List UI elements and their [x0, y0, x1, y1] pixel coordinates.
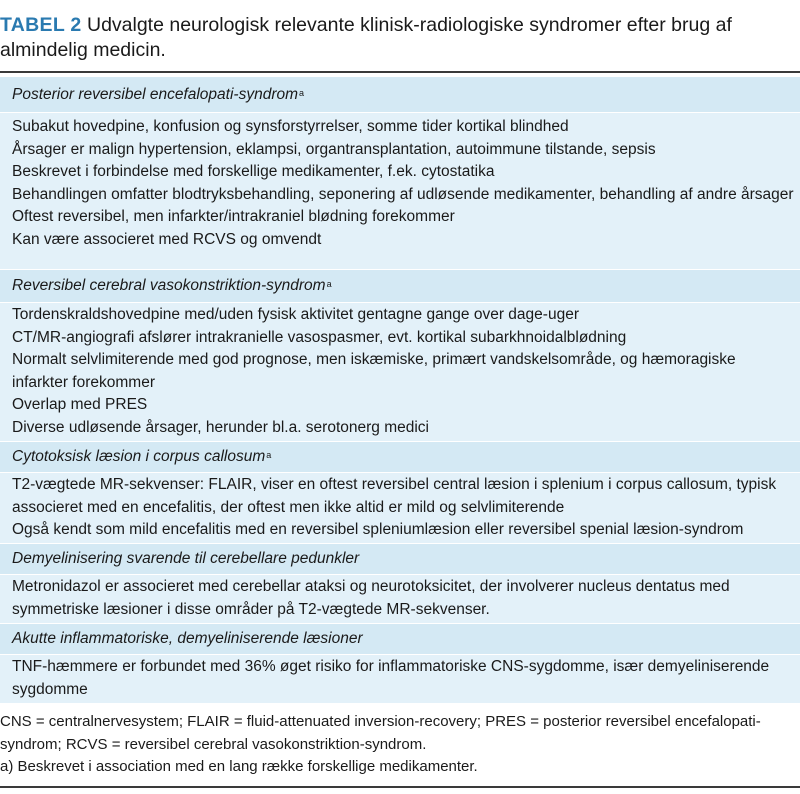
list-item: Diverse udløsende årsager, herunder bl.a. serotonerg medici — [12, 418, 430, 436]
section-heading: Akutte inflammatoriske, demyeliniserende læsioner — [0, 624, 800, 655]
section-heading: Posterior reversibel encefalopati-syndrom $^a$ — [0, 77, 800, 113]
list-item: Kan være associeret med RCVS og omvendt — [12, 230, 322, 248]
table-footnotes — [0, 711, 790, 779]
table-title — [0, 13, 796, 63]
list-item: T2-vægtede MR-sekvenser: FLAIR, viser en oftest reversibel central læsion i splenium i corpus callosum, typisk associeret med en encefalitis, der oftest men ikke altid er mild og selvlimiterende — [12, 476, 777, 516]
section-pres — [0, 77, 800, 270]
footnote-marker: a — [326, 279, 332, 289]
table-caption: Udvalgte neurologisk relevante klinisk-radiologiske syndromer efter brug af almindelig medicin. — [0, 14, 732, 61]
list-item: Overlap med PRES — [12, 396, 148, 413]
footnote-marker: a — [299, 87, 305, 98]
syndrome-table — [0, 77, 800, 704]
list-item: Subakut hovedpine, konfusion og synsforstyrrelser, somme tider kortikal blindhed — [12, 118, 569, 135]
section-heading: Demyelinisering svarende til cerebellare pedunkler — [0, 544, 800, 575]
section-heading: Reversibel cerebral vasokonstriktion-syndrom $^a$ — [0, 270, 800, 303]
bottom-rule — [0, 786, 800, 788]
section-heading: Cytotoksisk læsion i corpus callosum $^a$ — [0, 442, 800, 473]
section-cerebellar — [0, 544, 800, 624]
list-item: Også kendt som mild encefalitis med en reversibel spleniumlæsion eller reversibel spenial læsion-syndrom — [12, 521, 744, 538]
abbreviations-note: CNS = centralnervesystem; FLAIR = fluid-attenuated inversion-recovery; PRES = posterior reversibel encefalopati-syndrom; RCVS = reversibel cerebral vasokonstriktion-syndrom. — [0, 713, 761, 753]
list-item: Tordenskraldshovedpine med/uden fysisk aktivitet gentagne gange over dage-uger — [12, 306, 579, 323]
section-corpus-callosum — [0, 442, 800, 544]
footnote-a: a) Beskrevet i association med en lang række forskellige medikamenter. — [0, 758, 478, 775]
section-body — [0, 655, 800, 704]
list-item: Beskrevet i forbindelse med forskellige medikamenter, f.ek. cytostatika — [12, 163, 495, 180]
footnote-marker: a — [266, 450, 272, 460]
top-rule — [0, 71, 800, 73]
section-body — [0, 303, 800, 442]
list-item: Oftest reversibel, men infarkter/intrakraniel blødning forekommer — [12, 208, 455, 225]
section-body — [0, 113, 800, 270]
list-item: CT/MR-angiografi afslører intrakranielle vasospasmer, evt. kortikal subarkhnoidalblødning — [12, 328, 627, 346]
list-item: Årsager er malign hypertension, eklampsi, organtransplantation, autoimmune tilstande, sepsis — [12, 140, 656, 158]
list-item: Metronidazol er associeret med cerebellar ataksi og neurotoksicitet, der involverer nucleus dentatus med symmetriske læsioner i disse områder på T2-vægtede MR-sekvenser. — [12, 578, 730, 618]
section-body — [0, 473, 800, 544]
table-label: TABEL 2 — [0, 14, 82, 36]
section-rcvs — [0, 270, 800, 442]
list-item: Behandlingen omfatter blodtryksbehandling, seponering af udløsende medikamenter, behandling af andre årsager — [12, 185, 794, 203]
section-inflammatory — [0, 624, 800, 704]
list-item: TNF-hæmmere er forbundet med 36% øget risiko for inflammatoriske CNS-sygdomme, især demyeliniserende sygdomme — [12, 658, 770, 698]
section-body — [0, 575, 800, 624]
list-item: Normalt selvlimiterende med god prognose, men iskæmiske, primært vandskelsområde, og hæmoragiske infarkter forekommer — [12, 351, 736, 391]
